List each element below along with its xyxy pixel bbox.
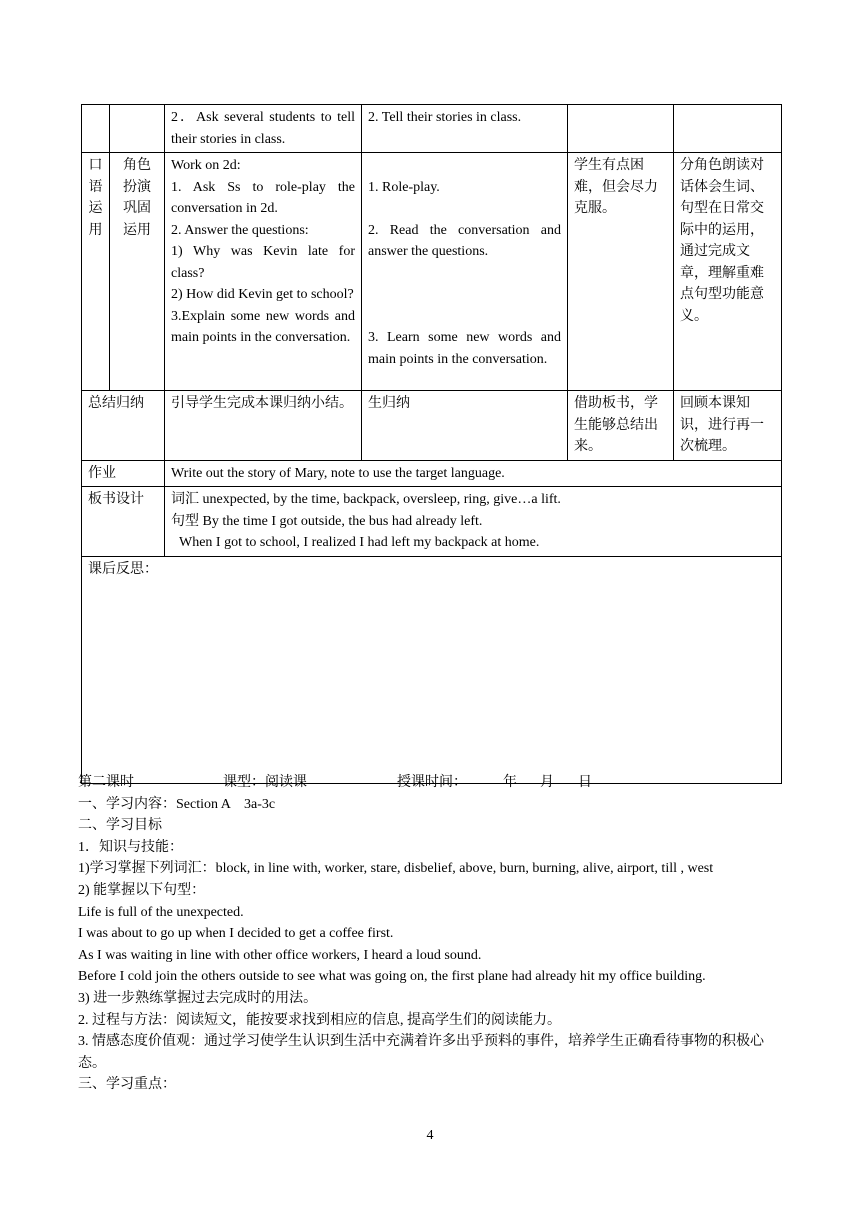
- stage-label-cell: [82, 460, 165, 487]
- table-row-board: [82, 487, 782, 557]
- intent-cell: [674, 153, 782, 391]
- cell-text: 2. Tell their stories in class.: [368, 110, 522, 125]
- stage-label-cell: [82, 391, 165, 461]
- sentence-pattern: I was about to go up when I decided to get a coffee first.: [78, 926, 394, 942]
- process-goal: 2. 过程与方法：阅读短文，能按要求找到相应的信息, 提高学生们的阅读能力。: [78, 1012, 561, 1028]
- student-activity-cell: [362, 105, 568, 153]
- cell-text: 回顾本课知识，进行再一次梳理。: [680, 396, 764, 454]
- sentence-pattern: Before I cold join the others outside to see what was going on, the first plane had already hit my office building.: [78, 969, 706, 985]
- stage-label-char: 口: [88, 158, 103, 173]
- lesson-meta-line: [78, 772, 786, 794]
- table-row-homework: [82, 460, 782, 487]
- board-line: 词汇 unexpected, by the time, backpack, oversleep, ring, give…a lift.: [171, 492, 561, 507]
- activity-item: 1. Role-play.: [368, 179, 440, 195]
- learning-content: 一、学习内容：Section A 3a-3c: [78, 796, 276, 812]
- board-line: 句型 By the time I got outside, the bus had already left.: [171, 513, 483, 529]
- activity-item: 2. Read the conversation and answer the questions.: [368, 222, 561, 259]
- teacher-activity-cell: [165, 391, 362, 461]
- cell-text: 分角色朗读对话体会生词、句型在日常交际中的运用，通过完成文章，理解重难点句型功能意义。: [680, 158, 764, 324]
- activity-item: 3. Learn some new words and main points in the conversation.: [368, 330, 561, 367]
- student-activity-cell: [362, 153, 568, 391]
- table-row-oral: [82, 153, 782, 391]
- grammar-goal: 3) 进一步熟练掌握过去完成时的用法。: [78, 990, 318, 1006]
- reflection-cell: [82, 556, 782, 783]
- cell-text: 板书设计: [88, 492, 144, 507]
- intent-cell: [674, 391, 782, 461]
- table-row-top: [82, 105, 782, 153]
- stage-label-cell: [82, 153, 110, 391]
- cell-text: 课后反思：: [88, 561, 158, 577]
- step-label-text: 运用: [123, 222, 151, 238]
- stage-label-cell: [82, 487, 165, 557]
- homework-cell: [165, 460, 782, 487]
- period-label: 第二课时: [78, 775, 134, 790]
- attitude-goal: 3. 情感态度价值观：通过学习使学生认识到生活中充满着许多出乎预料的事件，培养学生正确看待事物的积极心态。: [78, 1034, 764, 1071]
- lesson-type-label: 课型：阅读课: [223, 775, 307, 790]
- step-label-text: 巩固: [123, 201, 151, 216]
- activity-item: 2. Answer the questions:: [171, 222, 309, 238]
- subsection-heading: 2) 能掌握以下句型：: [78, 882, 206, 898]
- month-label: 月: [540, 775, 554, 790]
- board-design-cell: [165, 487, 782, 557]
- lesson-two-section: [78, 772, 786, 1096]
- cell-text: Write out the story of Mary, note to use the target language.: [171, 465, 505, 481]
- day-label: 日: [578, 775, 592, 790]
- teacher-activity-cell: [165, 153, 362, 391]
- cell-empty: [568, 105, 674, 153]
- cell-empty: [674, 105, 782, 153]
- section-heading: 三、学习重点：: [78, 1077, 176, 1093]
- question-item: 1) Why was Kevin late for class?: [171, 244, 355, 281]
- lesson-plan-table: [81, 104, 782, 784]
- table-row-reflection: [82, 556, 782, 783]
- step-label-text: 角色: [123, 158, 151, 173]
- sentence-pattern: As I was waiting in line with other office workers, I heard a loud sound.: [78, 947, 482, 963]
- stage-label-char: 运: [88, 201, 103, 216]
- cell-text: 2．Ask several students to tell their stories in class.: [171, 110, 355, 147]
- difficulty-cell: [568, 391, 674, 461]
- vocabulary-line: 1)学习掌握下列词汇：block, in line with, worker, stare, disbelief, above, burn, burning, alive, airport, till , west: [78, 861, 714, 877]
- cell-text: 学生有点困难，但会尽力克服。: [574, 158, 658, 216]
- student-activity-cell: [362, 391, 568, 461]
- page-number: 4: [426, 1128, 434, 1143]
- cell-text: 借助板书，学生能够总结出来。: [574, 396, 658, 454]
- activity-item: 3.Explain some new words and main points in the conversation.: [171, 308, 355, 345]
- stage-label-char: 语: [88, 179, 103, 195]
- difficulty-cell: [568, 153, 674, 391]
- stage-label-char: 用: [88, 222, 103, 238]
- cell-text: 总结归纳: [88, 396, 144, 411]
- activity-item: 1. Ask Ss to role-play the conversation in 2d.: [171, 179, 355, 216]
- board-line: When I got to school, I realized I had left my backpack at home.: [179, 535, 540, 550]
- teacher-activity-cell: [165, 105, 362, 153]
- step-label-text: 扮演: [123, 179, 151, 195]
- activity-heading: Work on 2d:: [171, 158, 241, 173]
- step-label-cell: [110, 153, 165, 391]
- question-item: 2) How did Kevin get to school?: [171, 287, 354, 302]
- sentence-pattern: Life is full of the unexpected.: [78, 904, 244, 920]
- cell-text: 引导学生完成本课归纳小结。: [171, 396, 353, 411]
- section-heading: 二、学习目标: [78, 818, 162, 834]
- class-time-label: 授课时间：: [397, 775, 467, 790]
- cell-text: 生归纳: [368, 396, 410, 411]
- cell-empty: [110, 105, 165, 153]
- cell-empty: [82, 105, 110, 153]
- table-row-summary: [82, 391, 782, 461]
- subsection-heading: 1．知识与技能：: [78, 839, 183, 855]
- cell-text: 作业: [88, 465, 116, 481]
- year-label: 年: [503, 775, 517, 790]
